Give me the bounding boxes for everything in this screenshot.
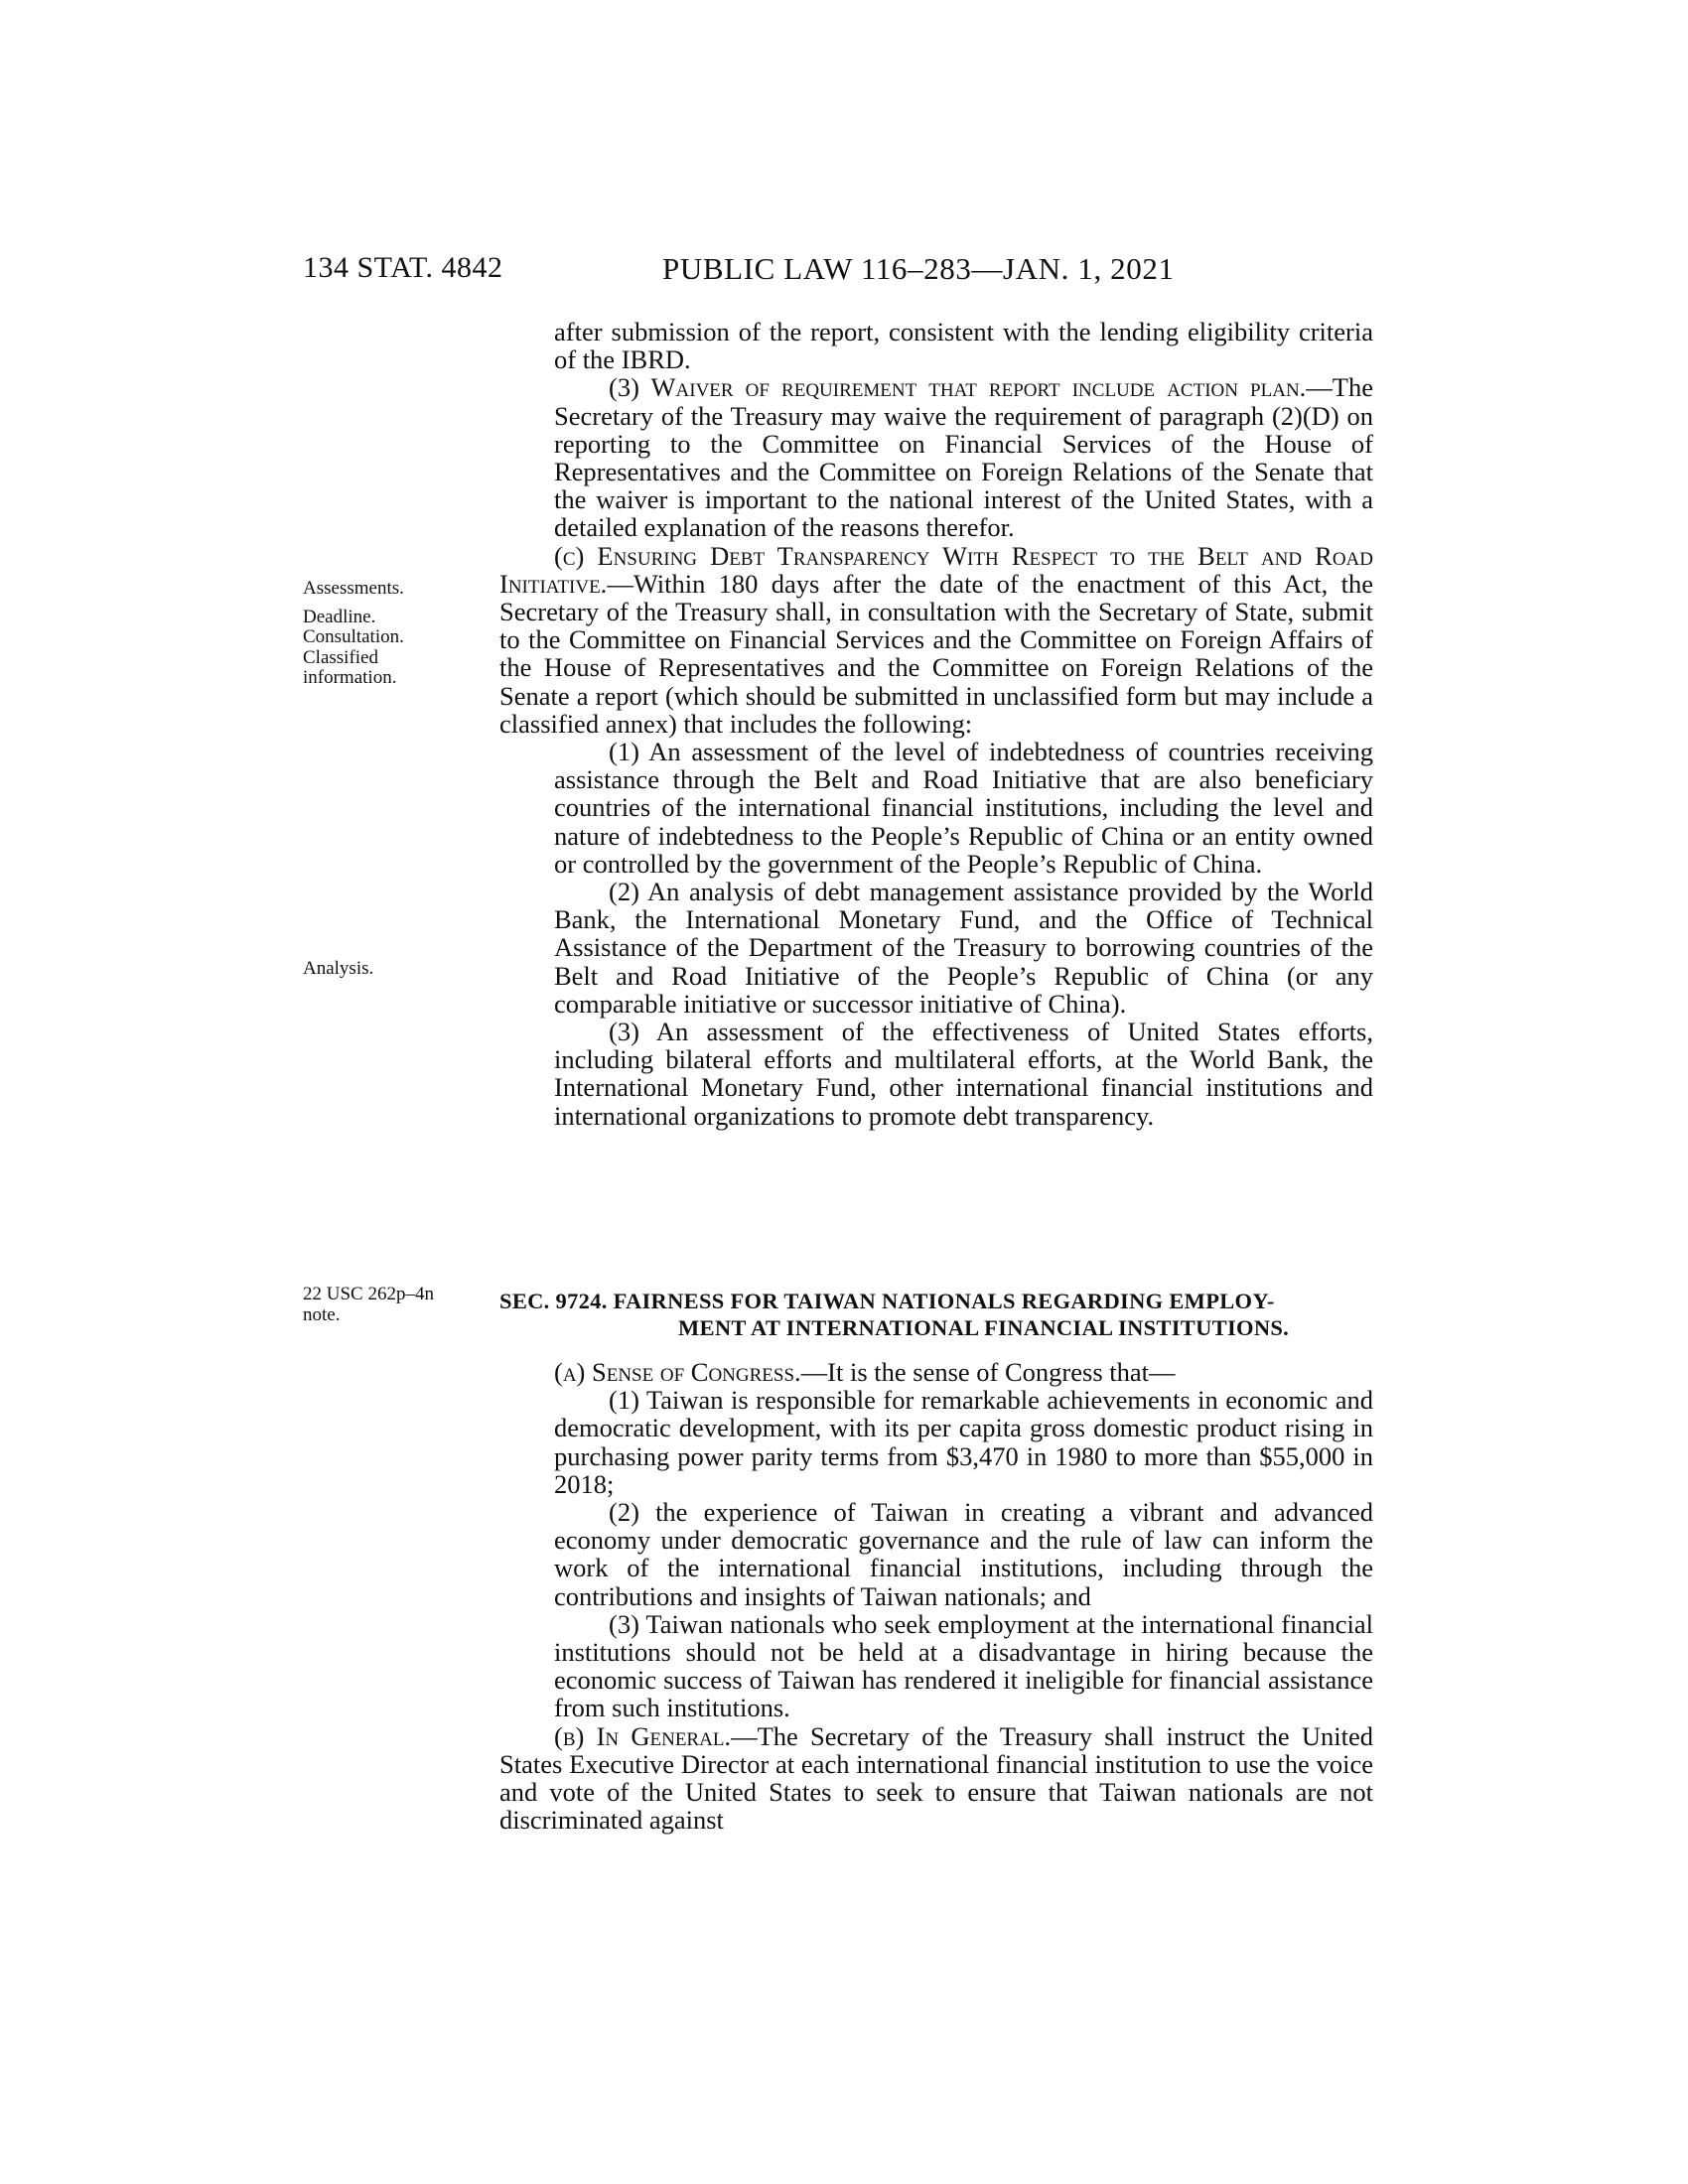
- subsection-heading: (c) Ensuring Debt Transparency With Respect to the Belt and Road Initiative.: [499, 540, 1373, 599]
- body-text-lower: [499, 1358, 1373, 1834]
- paragraph-a1: (1) Taiwan is responsible for remarkable achievements in economic and democratic development, with its per capita gross domestic product rising in purchasing power parity terms from $3,470 in 1980 to more than $55,000 in 2018;: [554, 1385, 1373, 1499]
- section-heading-line: SEC. 9724. FAIRNESS FOR TAIWAN NATIONALS REGARDING EMPLOY-: [499, 1289, 1275, 1313]
- margin-note-line: Classified: [303, 646, 378, 668]
- paragraph-a2: (2) the experience of Taiwan in creating a vibrant and advanced economy under democratic governance and the rule of law can inform the work of the international financial institutions, including through the contributions and insights of Taiwan nationals; and: [554, 1497, 1373, 1611]
- subsection-heading: (a) Sense of Congress.: [554, 1357, 801, 1387]
- section-heading-line: MENT AT INTERNATIONAL FINANCIAL INSTITUTIONS.: [678, 1315, 1290, 1340]
- subsection-text: —It is the sense of Congress that—: [800, 1357, 1176, 1387]
- body-text-upper: [499, 318, 1373, 1130]
- paragraph-text: —The Secretary of the Treasury may waive the requirement of paragraph (2)(D) on reporting to the Committee on Financial Services of the House of Representatives and the Committee on Foreign Relations of the Senate that the waiver is important to the national interest of the United States, with a detailed explanation of the reasons therefor.: [554, 372, 1373, 543]
- margin-note-line: 22 USC 262p–4n: [303, 1284, 434, 1304]
- paragraph-heading: (3) Waiver of requirement that report include action plan.: [609, 372, 1307, 403]
- stat-reference: 134 STAT. 4842: [303, 251, 503, 284]
- margin-note-line: Assessments.: [303, 578, 404, 599]
- paragraph-c3: (3) An assessment of the effectiveness of United States efforts, including bilateral efforts and multilateral efforts, at the World Bank, the International Monetary Fund, other international financial institutions and international organizations to promote debt transparency.: [554, 1017, 1373, 1131]
- margin-note-line: Analysis.: [303, 958, 374, 979]
- margin-note-line: information.: [303, 667, 397, 688]
- margin-note-analysis: [303, 959, 462, 980]
- margin-note-line: Consultation.: [303, 626, 404, 647]
- paragraph-c1: (1) An assessment of the level of indebtedness of countries receiving assistance through the Belt and Road Initiative that are also beneficiary countries of the international financial institutions, including the level and nature of indebtedness to the People’s Republic of China or an entity owned or controlled by the government of the People’s Republic of China.: [554, 737, 1373, 879]
- subsection-c: [499, 542, 1373, 738]
- margin-note-usc: [303, 1285, 462, 1325]
- margin-note-assessments: [303, 579, 462, 689]
- subsection-a: [499, 1358, 1373, 1386]
- margin-note-line: note.: [303, 1303, 341, 1325]
- subsection-b: [499, 1722, 1373, 1835]
- paragraph-a3: (3) Taiwan nationals who seek employment at the international financial institutions should not be held at a disadvantage in hiring because the economic success of Taiwan has rendered it ineligible for financial assistance from such institutions.: [554, 1608, 1373, 1723]
- subsection-text: —The Secretary of the Treasury shall instruct the United States Executive Director at each international financial institution to use the voice and vote of the United States to seek to ensure that Taiwan nationals are not discriminated against: [499, 1720, 1373, 1836]
- paragraph-continuation: after submission of the report, consistent with the lending eligibility criteria of the IBRD.: [554, 317, 1373, 375]
- subsection-heading: (b) In General.: [554, 1720, 732, 1751]
- page-title: PUBLIC LAW 116–283—JAN. 1, 2021: [662, 251, 1175, 286]
- margin-note-line: Deadline.: [303, 606, 376, 627]
- section-heading: [499, 1288, 1373, 1341]
- paragraph-c2: (2) An analysis of debt management assistance provided by the World Bank, the International Monetary Fund, and the Office of Technical Assistance of the Department of the Treasury to borrowing countries of the Belt and Road Initiative of the People’s Republic of China (or any comparable initiative or successor initiative of China).: [554, 877, 1373, 1019]
- subsection-text: —Within 180 days after the date of the enactment of this Act, the Secretary of the Treasury shall, in consultation with the Secretary of State, submit to the Committee on Financial Services and the Committee on Foreign Affairs of the House of Representatives and the Committee on Foreign Relations of the Senate a report (which should be submitted in unclassified form but may include a classified annex) that includes the following:: [499, 568, 1373, 739]
- paragraph-waiver: [554, 373, 1373, 541]
